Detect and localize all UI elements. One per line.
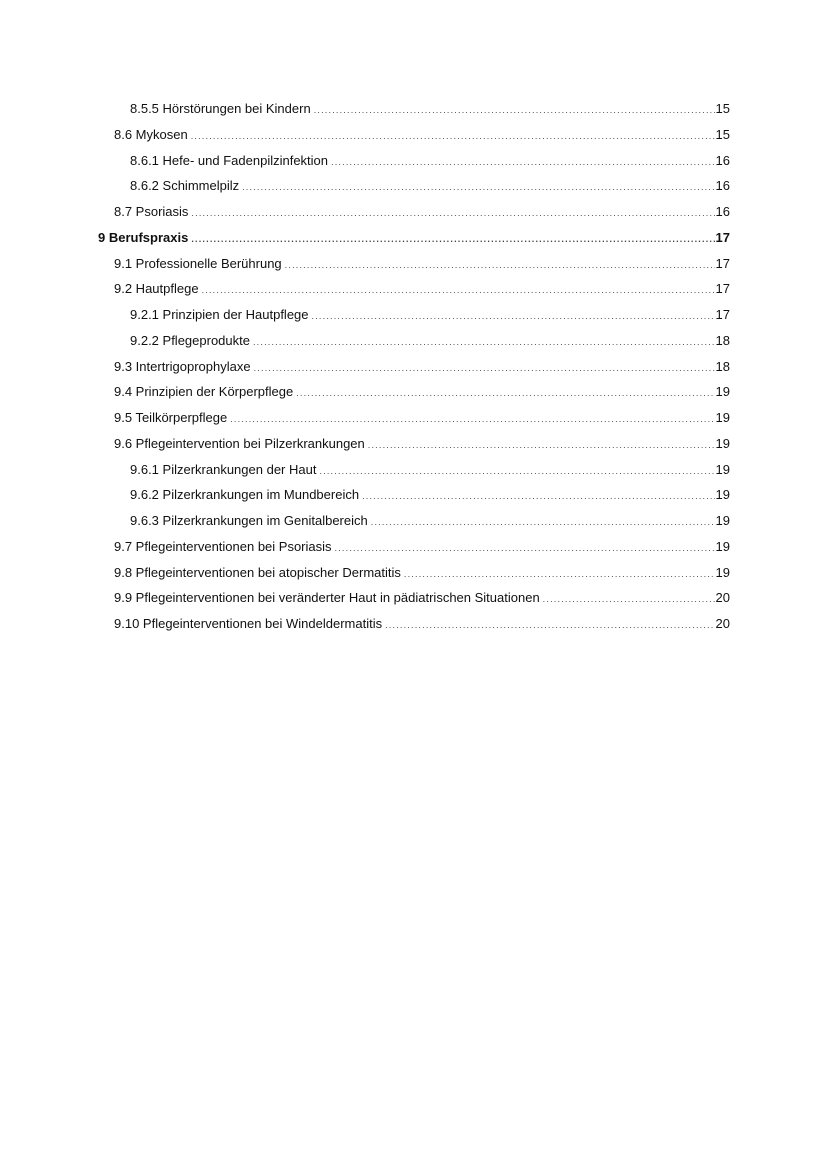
toc-entry-page-number: 17 xyxy=(715,281,730,297)
toc-entry-title: 9.9 Pflegeinterventionen bei veränderter Haut in pädiatrischen Situationen xyxy=(114,590,540,606)
toc-entry[interactable] xyxy=(98,276,730,302)
toc-entry-title: 8.6 Mykosen xyxy=(114,126,188,142)
toc-entry-page-number: 15 xyxy=(715,101,730,116)
toc-entry[interactable] xyxy=(98,482,730,508)
toc-entry-page-number: 16 xyxy=(715,152,730,168)
toc-entry[interactable] xyxy=(98,173,730,199)
toc-entry[interactable] xyxy=(98,431,730,457)
toc-entry[interactable] xyxy=(98,122,730,148)
toc-entry[interactable] xyxy=(98,328,730,354)
toc-dot-leader xyxy=(362,492,714,501)
toc-entry-title: 9 Berufspraxis xyxy=(98,229,189,245)
toc-entry-title: 8.5.5 Hörstörungen bei Kindern xyxy=(130,101,311,116)
toc-dot-leader xyxy=(285,261,715,270)
toc-dot-leader xyxy=(191,209,714,218)
toc-entry[interactable] xyxy=(98,585,730,611)
toc-entry-title: 9.6.1 Pilzerkrankungen der Haut xyxy=(130,461,317,477)
toc-entry-title: 9.4 Prinzipien der Körperpflege xyxy=(114,384,294,400)
toc-entry[interactable] xyxy=(98,534,730,560)
toc-dot-leader xyxy=(314,106,715,115)
toc-entry-title: 9.6.3 Pilzerkrankungen im Genitalbereich xyxy=(130,513,368,528)
toc-entry[interactable] xyxy=(98,302,730,328)
toc-entry-page-number: 19 xyxy=(715,487,730,503)
toc-entry[interactable] xyxy=(98,251,730,277)
toc-entry-title: 8.7 Psoriasis xyxy=(114,204,189,219)
toc-entry-page-number: 19 xyxy=(715,513,730,528)
toc-entry-page-number: 19 xyxy=(715,538,730,554)
toc-dot-leader xyxy=(312,312,715,321)
toc-entry-title: 9.7 Pflegeinterventionen bei Psoriasis xyxy=(114,538,332,554)
toc-dot-leader xyxy=(296,389,714,398)
toc-dot-leader xyxy=(543,595,715,604)
toc-entry-title: 9.2 Hautpflege xyxy=(114,281,199,297)
toc-dot-leader xyxy=(191,235,714,244)
toc-dot-leader xyxy=(368,441,715,450)
toc-entry-title: 9.2.1 Prinzipien der Hautpflege xyxy=(130,307,309,322)
toc-entry-title: 9.1 Professionelle Berührung xyxy=(114,255,282,271)
toc-dot-leader xyxy=(254,364,715,373)
toc-entry[interactable] xyxy=(98,199,730,225)
toc-entry-page-number: 18 xyxy=(715,332,730,348)
toc-entry-page-number: 16 xyxy=(715,204,730,219)
toc-entry-page-number: 19 xyxy=(715,461,730,477)
toc-entry-title: 9.2.2 Pflegeprodukte xyxy=(130,332,250,348)
toc-entry[interactable] xyxy=(98,457,730,483)
toc-entry-title: 8.6.2 Schimmelpilz xyxy=(130,178,240,194)
toc-entry-page-number: 15 xyxy=(715,126,730,142)
toc-entry[interactable] xyxy=(98,354,730,380)
toc-entry-title: 9.8 Pflegeinterventionen bei atopischer Dermatitis xyxy=(114,564,401,580)
toc-entry-page-number: 19 xyxy=(715,410,730,425)
toc-entry[interactable] xyxy=(98,225,730,251)
toc-dot-leader xyxy=(385,621,714,630)
toc-dot-leader xyxy=(191,132,715,141)
toc-dot-leader xyxy=(253,338,715,347)
toc-dot-leader xyxy=(230,415,714,424)
toc-dot-leader xyxy=(371,518,715,527)
toc-entry-title: 9.6.2 Pilzerkrankungen im Mundbereich xyxy=(130,487,360,503)
toc-dot-leader xyxy=(319,467,714,476)
toc-dot-leader xyxy=(404,570,715,579)
toc-entry-page-number: 17 xyxy=(715,255,730,271)
toc-entry-page-number: 19 xyxy=(715,435,730,451)
toc-dot-leader xyxy=(331,158,715,167)
toc-entry[interactable] xyxy=(98,405,730,431)
toc-entry-page-number: 20 xyxy=(715,590,730,606)
toc-entry-title: 9.3 Intertrigoprophylaxe xyxy=(114,358,251,374)
toc-entry[interactable] xyxy=(98,508,730,534)
toc-entry[interactable] xyxy=(98,148,730,174)
toc-entry[interactable] xyxy=(98,96,730,122)
toc-entry-title: 8.6.1 Hefe- und Fadenpilzinfektion xyxy=(130,152,329,168)
toc-dot-leader xyxy=(202,286,715,295)
toc-dot-leader xyxy=(335,544,715,553)
toc-entry-page-number: 17 xyxy=(715,229,730,245)
toc-entry-page-number: 16 xyxy=(715,178,730,194)
toc-entry-title: 9.5 Teilkörperpflege xyxy=(114,410,228,425)
toc-entry-page-number: 19 xyxy=(715,384,730,400)
toc-entry[interactable] xyxy=(98,379,730,405)
toc-entry-page-number: 20 xyxy=(715,616,730,631)
toc-entry-title: 9.6 Pflegeintervention bei Pilzerkrankungen xyxy=(114,435,365,451)
toc-entry-page-number: 18 xyxy=(715,358,730,374)
toc-dot-leader xyxy=(242,183,714,192)
table-of-contents xyxy=(98,96,730,637)
toc-entry-page-number: 19 xyxy=(715,564,730,580)
toc-entry[interactable] xyxy=(98,560,730,586)
toc-entry[interactable] xyxy=(98,611,730,637)
toc-entry-title: 9.10 Pflegeinterventionen bei Windeldermatitis xyxy=(114,616,383,631)
toc-entry-page-number: 17 xyxy=(715,307,730,322)
